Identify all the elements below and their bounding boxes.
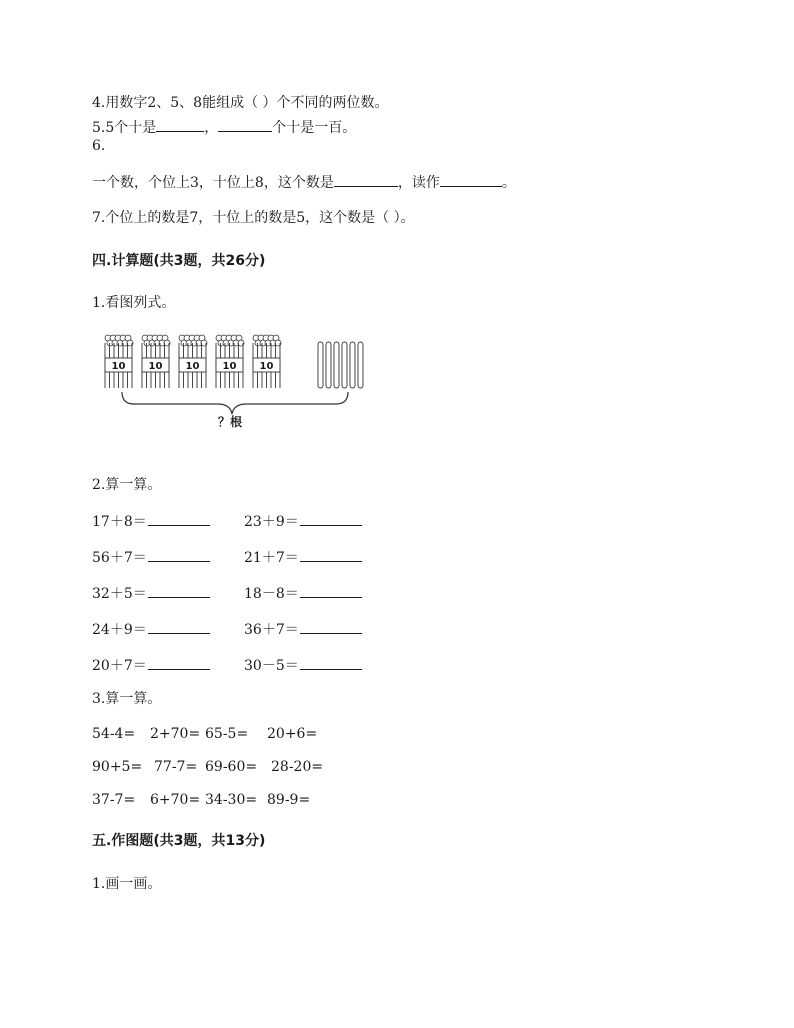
oral-equation: 28-20=: [271, 759, 324, 775]
answer-blank[interactable]: [334, 172, 398, 187]
calc-1-title: [92, 294, 175, 312]
equation-text: 18－8＝: [244, 586, 299, 602]
equation-item: [92, 619, 210, 639]
stick-bundles: [105, 335, 281, 388]
oral-equation: 65-5=: [205, 726, 249, 742]
equation-text: 32＋5＝: [92, 586, 147, 602]
section-4-title: 四.计算题(共3题，共26分): [92, 253, 266, 269]
equation-item: [92, 547, 210, 567]
equation-item: [244, 619, 362, 639]
loose-stick: [358, 342, 363, 388]
answer-blank[interactable]: [300, 583, 362, 598]
oral-equation: 6+70=: [150, 792, 201, 808]
answer-blank[interactable]: [300, 547, 362, 562]
question-6-end: 。: [501, 175, 516, 191]
question-5: [92, 117, 356, 137]
calc-2-title-text: 2.算一算。: [92, 477, 162, 493]
calc-3-title-text: 3.算一算。: [92, 691, 162, 707]
equation-text: 36＋7＝: [244, 622, 299, 638]
equation-item: [92, 655, 210, 675]
answer-blank[interactable]: [300, 511, 362, 526]
equation-text: 23＋9＝: [244, 514, 299, 530]
calc-1-title-text: 1.看图列式。: [92, 295, 176, 311]
question-6-text-a: 一个数，个位上3，十位上8，这个数是: [92, 175, 334, 191]
answer-blank[interactable]: [148, 583, 210, 598]
question-label: ？根: [218, 415, 243, 429]
bundle-label: 10: [185, 361, 200, 372]
stick-bundle: [216, 335, 244, 388]
equation-text: 56＋7＝: [92, 550, 147, 566]
answer-blank[interactable]: [148, 511, 210, 526]
oral-equation: 34-30=: [205, 792, 258, 808]
question-4-text: 4.用数字2、5、8能组成（ ）个不同的两位数。: [92, 95, 389, 111]
question-5-text-b: 个十是一百。: [272, 120, 357, 136]
stick-bundle: [142, 335, 170, 388]
answer-blank[interactable]: [300, 655, 362, 670]
loose-stick: [318, 342, 323, 388]
oral-equation: 54-4=: [92, 726, 136, 742]
section-5-heading: [92, 832, 265, 850]
loose-sticks: [318, 342, 363, 388]
equation-text: 20＋7＝: [92, 658, 147, 674]
bundle-label: 10: [259, 361, 274, 372]
stick-bundle: [179, 335, 207, 388]
oral-equation: 37-7=: [92, 792, 136, 808]
answer-blank[interactable]: [218, 117, 272, 132]
answer-blank[interactable]: [148, 655, 210, 670]
equation-text: 21＋7＝: [244, 550, 299, 566]
question-7: [92, 209, 415, 227]
answer-blank[interactable]: [156, 117, 204, 132]
equation-text: 17＋8＝: [92, 514, 147, 530]
loose-stick: [326, 342, 331, 388]
equation-item: [92, 583, 210, 603]
question-6: [92, 172, 516, 192]
equation-item: [244, 583, 362, 603]
answer-blank[interactable]: [440, 172, 502, 187]
oral-equation: 2+70=: [150, 726, 201, 742]
question-6-mid: ，读作: [397, 175, 440, 191]
equation-item: [244, 547, 362, 567]
section-4-heading: [92, 252, 265, 270]
bundle-label: 10: [222, 361, 237, 372]
oral-equation: 89-9=: [267, 792, 311, 808]
loose-stick: [350, 342, 355, 388]
loose-stick: [334, 342, 339, 388]
question-7-text: 7.个位上的数是7，十位上的数是5，这个数是（ ）。: [92, 210, 415, 226]
equation-item: [244, 511, 362, 531]
bundle-label: 10: [111, 361, 126, 372]
oral-equation: 69-60=: [205, 759, 258, 775]
question-5-separator: ，: [204, 120, 219, 136]
answer-blank[interactable]: [300, 619, 362, 634]
oral-equation: 90+5=: [92, 759, 143, 775]
answer-blank[interactable]: [148, 619, 210, 634]
equation-text: 30－5＝: [244, 658, 299, 674]
loose-stick: [342, 342, 347, 388]
grouping-brace: [122, 392, 348, 414]
oral-equation: 20+6=: [267, 726, 318, 742]
equation-text: 24＋9＝: [92, 622, 147, 638]
draw-1-title: [92, 875, 161, 893]
section-5-title: 五.作图题(共3题，共13分): [92, 833, 266, 849]
question-5-text-a: 5.5个十是: [92, 120, 157, 136]
question-6-num: 6.: [92, 138, 106, 154]
oral-equation: 77-7=: [154, 759, 198, 775]
stick-bundles-figure: [100, 328, 370, 430]
draw-1-title-text: 1.画一画。: [92, 876, 162, 892]
equation-item: [92, 511, 210, 531]
equation-item: [244, 655, 362, 675]
question-6-number: [92, 137, 105, 155]
stick-bundle: [253, 335, 281, 388]
stick-bundle: [105, 335, 133, 388]
answer-blank[interactable]: [148, 547, 210, 562]
calc-2-title: [92, 476, 161, 494]
bundle-label: 10: [148, 361, 163, 372]
calc-3-title: [92, 690, 161, 708]
question-4: [92, 94, 389, 112]
